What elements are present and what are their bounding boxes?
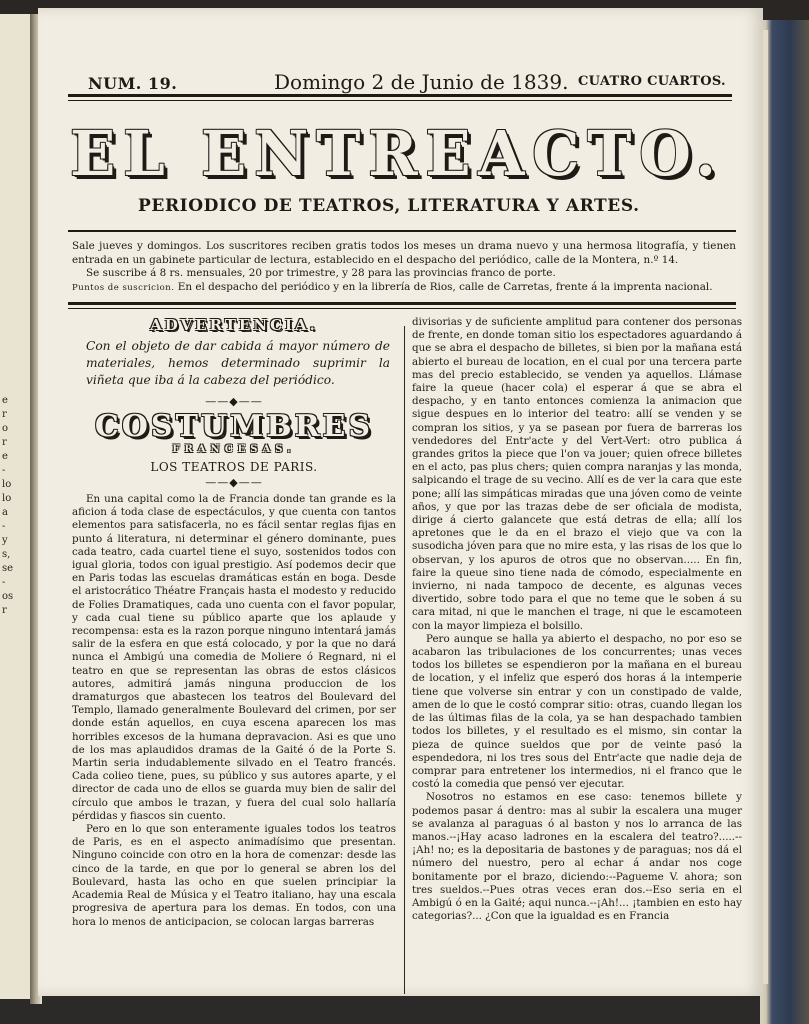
article-title: LOS TEATROS DE PARIS. <box>150 460 318 474</box>
subscription-points-label: Puntos de suscricion. <box>72 282 175 293</box>
left-page-fragment-text: se <box>2 563 14 574</box>
section-heading: COSTUMBRES <box>94 409 374 444</box>
info-line-2: Se suscribe á 8 rs. mensuales, 20 por trimestre, y 28 para las provincias franco de porte. <box>86 267 556 279</box>
section-subheading: FRANCESAS. <box>172 444 296 455</box>
left-page-fragment-text: r <box>2 409 7 420</box>
paragraph: Pero aunque se halla ya abierto el despacho, no por eso se acabaron las tribulaciones de los concurrentes; unas veces todos los billetes se espendieron por la mañana en el bureau de location, y el infeliz que esperó dos horas á la intemperie tiene que volverse sin entrar y con un constipado de valde, amen de lo que le costó comprar sitio: otras, cuando llegan los de las últimas filas de la cola, ya se han despachado tambien todos los billetes, y el resultado es el mismo, sin contar la pieza de quince sueldos que por de veinte pasó la espendedora, ni los tres sous del Entr'acte que nadie deja de comprar para entretener los intermedios, ni el franco que le costó la comedia que pensó ver ejecutar. <box>412 632 742 791</box>
book-bottom-edge <box>0 996 809 1024</box>
left-page-fragment-text: a <box>2 507 8 518</box>
issue-price: CUATRO CUARTOS. <box>578 74 726 89</box>
info-line-3 <box>72 281 736 296</box>
left-page-fragment-text: lo <box>2 493 12 504</box>
top-rule-thin <box>68 100 732 101</box>
left-page-fragment-text: - <box>2 577 6 588</box>
info-line-1: Sale jueves y domingos. Los suscritores reciben gratis todos los meses un drama nuevo y una hermosa litografía, y tienen entrada en un gabinete particular de lectura, establecido en el despacho del periódico, calle de la Montera, n.º 14. <box>72 240 736 266</box>
paragraph: Pero en lo que son enteramente iguales todos los teatros de Paris, es en el aspecto animadísimo que presentan. Ninguno coincide con otro en la hora de comenzar: desde las cinco de la tarde, en que por lo general se abren los del Boulevard, hasta las ocho en que suelen principiar la Academia Real de Música y el Teatro italiano, hay una escala progresiva de apertura para los demas. En todos, con una hora lo menos de anticipacion, se colocan largas barreras <box>72 823 396 928</box>
column-right <box>412 316 742 923</box>
left-page-fragment-text: e <box>2 451 8 462</box>
left-page-fragment-text: r <box>2 605 7 616</box>
column-left <box>72 316 396 929</box>
subscription-info <box>72 240 736 295</box>
paragraph: En una capital como la de Francia donde tan grande es la aficion á toda clase de espectáculos, y que cuenta con tantos elementos para satisfacerla, no es fácil sentar reglas fijas en punto á literatura, ni determinar el género dominante, pues cada teatro, cada cuartel tiene el suyo, sostenidos todos con igual gloria, todos con igual prestigio. Así podemos decir que en Paris todas las escuelas dramáticas están en boga. Desde el aristocrático Théatre Français hasta el modesto y reducido de Folies Dramatiques, cada uno cuenta con el favor popular, y cada cual tiene su público aparte que los aplaude y recompensa: esta es la razon porque ninguno intentará jamás salir de la esfera en que está colocado, y por la que no dará nunca el Ambigú una comedia de Moliere ó Regnard, ni el teatro en que se representan las obras de estos clásicos autores, admitirá jamás ninguna produccion de los dramaturgos que abastecen los teatros del Boulevard del Templo, llamado generalmente Boulevard del crimen, por ser donde están aquellos, en cuya escena aparecen los mas horribles excesos de la humana depravacion. Asi es que uno de los mas aplaudidos dramas de la Gaité ó de la Porte S. Martin seria indudablemente silvado en el Teatro francés. Cada colieo tiene, pues, su público y sus autores aparte, y el director de cada uno de ellos se guarda muy bien de salir del círculo que ambos le trazan, y fuera del cual solo hallaría pérdidas y fiascos sin cuento. <box>72 493 396 822</box>
left-page-fragment-text: os <box>2 591 14 602</box>
info-rule-bottom-thin <box>68 308 736 309</box>
article-ornament: ——◆—— <box>205 476 263 489</box>
left-page-fragment-text: s, <box>2 549 11 560</box>
masthead-row <box>38 70 763 96</box>
subscription-points-text: En el despacho del periódico y en la librería de Rios, calle de Carretas, frente á la imprenta nacional. <box>177 280 713 293</box>
advertencia-text: Con el objeto de dar cabida á mayor número de materiales, hemos determinado suprimir la viñeta que iba á la cabeza del periódico. <box>86 339 390 387</box>
info-rule-bottom-thick <box>68 302 736 305</box>
ornament-divider: ——◆—— <box>205 395 263 408</box>
left-page-fragment-text: o <box>2 423 9 434</box>
column-divider <box>404 326 405 994</box>
left-page-fragment-text: y <box>2 535 8 546</box>
paragraph: Nosotros no estamos en ese caso: tenemos billete y podemos pasar á dentro: mas al subir la escalera una muger se avalanza al paraguas ó al baston y nos lo arranca de las manos.--¡Hay acaso ladrones en la escalera del teatro?.....--¡Ah! no; es la depositaria de bastones y de paraguas; nos dá el número del nuestro, pero al echar á andar nos coge bonitamente por el brazo, diciendo:--Pagueme V. ahora; son tres sueldos.--Pues otras veces eran dos.--Eso seria en el Ambigú ó en la Gaité; aqui nunca.--¡Ah!... ¡tambien en esto hay categorias?... ¿Con que la igualdad es en Francia <box>412 791 742 923</box>
paragraph: divisorias y de suficiente amplitud para contener dos personas de frente, en donde toman sitio los espectadores aguardando á que se abra el despacho de billetes, si bien por la mañana está abierto el bureau de location, en el cual por una tercera parte mas del precio establecido, se venden ya aquellos. Llámase faire la queue (hacer cola) el esperar á que se abra el despacho, y en tanto entonces comienza la animacion que sigue despues en lo interior del teatro: allí se venden y se compran los sitios, y ya se pasean por fuera de barreras los vendedores del Entr'acte y del Vert-Vert: otro publica á grandes gritos la piece que l'on va jouer; quien ofrece billetes en el acto, pas plus chers; quien compra naranjas y las monda, salpicando el trage de su vecino. Allí es de ver la cara que este pone; allí las simpáticas miradas que una jóven como de veinte años, y que por las trazas debe de ser oficiala de modista, dirige á cierto galancete que está detras de ella; allí los apretones que le da en el brazo el viejo que va con la susodicha jóven para que no mire esta, y las risas de los que lo observan, y los apuros de otros que no observan..... En fin, faire la queue sino tiene nada de cómodo, especialmente en invierno, ni nada tampoco de decente, es algunas veces divertido, sobre todo para el que no teme que le soben á su cara mitad, ni que le manchen el trage, ni que le escamoteen con la mayor limpieza el bolsillo. <box>412 316 742 632</box>
issue-number: NUM. 19. <box>88 74 178 93</box>
advertencia-heading: ADVERTENCIA. <box>150 316 318 334</box>
newspaper-title: EL ENTREACTO. <box>70 117 724 190</box>
newspaper-page <box>38 8 763 996</box>
left-page-fragment-text: r <box>2 437 7 448</box>
top-rule-thick <box>68 94 732 97</box>
left-page-fragment-text: lo <box>2 479 12 490</box>
newspaper-subtitle: PERIODICO DE TEATROS, LITERATURA Y ARTES. <box>138 196 640 216</box>
column-right-text <box>412 316 742 923</box>
left-page-fragment-text: - <box>2 465 6 476</box>
issue-date: Domingo 2 de Junio de 1839. <box>274 70 569 94</box>
book-right-edge <box>760 20 809 1024</box>
left-page-fragment-text: e <box>2 395 8 406</box>
left-page-fragment-text: - <box>2 521 6 532</box>
column-left-text <box>72 493 396 929</box>
info-rule-top <box>68 230 736 232</box>
